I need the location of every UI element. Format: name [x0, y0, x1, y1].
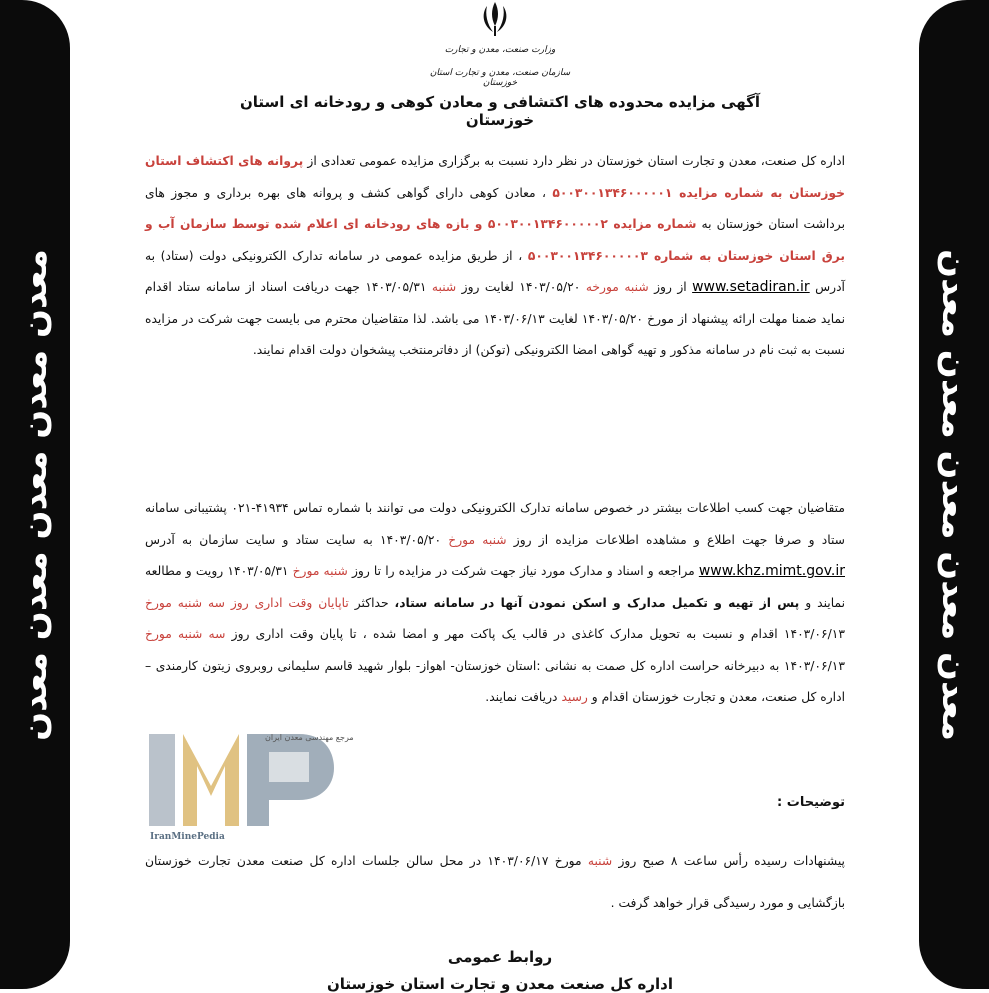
paragraph-2	[145, 493, 845, 714]
text-segment: ۱۴۰۳/۰۵/۳۱ رویت و مطالعه نمایند و	[145, 564, 846, 610]
paragraph-1	[145, 146, 845, 367]
red-segment: شنبه مورخ	[448, 532, 507, 547]
text-segment: پیشنهادات رسیده رأس ساعت ۸ صبح روز	[612, 854, 845, 868]
organization-name: سازمان صنعت، معدن و تجارت استان خوزستان	[429, 68, 571, 88]
red-segment: رسید	[561, 690, 588, 704]
signature-line-2: اداره کل صنعت معدن و تجارت استان خوزستان	[326, 975, 674, 993]
red-segment: شنبه	[587, 854, 613, 868]
text-segment: دریافت نمایند.	[485, 690, 562, 704]
text-segment: اداره کل صنعت، معدن و تجارت استان خوزستان در نظر دارد نسبت به برگزاری مزایده عمومی تعدادی از	[303, 154, 845, 168]
text-segment: مراجعه و اسناد و مدارک مورد نیاز جهت شرکت در مزایده را تا روز	[347, 564, 699, 578]
setadiran-link[interactable]: www.setadiran.ir	[692, 279, 810, 295]
left-border-frame	[0, 0, 70, 989]
text-segment: ۱۴۰۳/۰۵/۲۰ به سایت ستاد و سایت سازمان به آدرس	[145, 532, 449, 547]
text-segment: ، معادن کوهی دارای گواهی کشف و پروانه های بهره برداری و مجوز های برداشت استان خوزستان به	[145, 185, 845, 231]
notes-heading: توضیحات :	[777, 795, 845, 810]
right-border-frame	[919, 0, 989, 989]
red-segment: سه شنبه مورخ	[145, 627, 226, 641]
red-segment: تاپایان وقت اداری روز سه شنبه مورخ	[145, 595, 349, 610]
bold-segment: پس از تهیه و تکمیل مدارک و اسکن نمودن آنها در سامانه ستاد،	[394, 595, 800, 610]
watermark-brand: IranMinePedia	[150, 832, 225, 842]
ministry-name: وزارت صنعت، معدن و تجارت	[444, 45, 556, 55]
notes-body	[145, 840, 845, 924]
text-segment: ۱۴۰۳/۰۵/۲۰ لغایت روز	[456, 280, 586, 294]
highlight-segment: شماره مزایده ۵۰۰۳۰۰۱۳۴۶۰۰۰۰۰۲ و بازه های رودخانه ای اعلام شده توسط سازمان آب و برق استان خوزستان به شماره ۵۰۰۳۰۰۱۳۴۶۰۰۰۰۰۳	[145, 217, 846, 263]
document-page	[70, 0, 919, 993]
text-segment: ، از طریق مزایده عمومی در سامانه تدارک الکترونیکی دولت (ستاد) به آدرس	[145, 248, 845, 294]
text-segment: متقاضیان جهت کسب اطلاعات بیشتر در خصوص سامانه تدارک الکترونیکی دولت می توانند با شماره تماس ۴۱۹۳۴-۰۲۱ پشتیبانی سامانه ستاد و صرفا جهت اطلاع و مشاهده اطلاعات مزایده از روز	[145, 501, 845, 547]
watermark-caption: مرجع مهندسی معدن ایران	[265, 733, 354, 742]
iranminepedia-logo-icon	[149, 726, 349, 846]
page-title: آگهی مزایده محدوده های اکتشافی و معادن کوهی و رودخانه ای استان خوزستان	[239, 93, 760, 129]
iran-emblem-icon	[465, 0, 525, 40]
highlight-segment: پروانه های اکتشاف استان خوزستان به شماره مزایده ۵۰۰۳۰۰۱۳۴۶۰۰۰۰۰۱	[145, 154, 846, 200]
red-segment: شنبه مورخه	[585, 280, 649, 294]
red-segment: شنبه	[431, 280, 457, 294]
text-segment: ۱۴۰۳/۰۵/۳۱ جهت دریافت اسناد از سامانه ستاد اقدام نماید ضمنا مهلت ارائه پیشنهاد از مورخ ۱۴۰۳/۰۵/۲۰ لغایت ۱۴۰۳/۰۶/۱۳ می باشد. لذا متقاضیان محترم می بایست جهت شرکت در مزایده نسبت به ثبت نام در سامانه مذکور و تهیه گواهی امضا الکترونیکی (توکن) از دفاترمنتخب پیشخوان دولت اقدام نمایند.	[145, 280, 845, 357]
red-segment: شنبه مورخ	[292, 564, 348, 578]
right-border-text: معدن معدن معدن معدن معدن	[934, 248, 974, 741]
text-segment: از روز	[648, 280, 693, 294]
text-segment: مورخ ۱۴۰۳/۰۶/۱۷ در محل سالن جلسات اداره کل صنعت معدن تجارت خوزستان بازگشایی و مورد رسیدگی قرار خواهد گرفت .	[145, 854, 845, 910]
signature-line-1: روابط عمومی	[447, 948, 553, 966]
khz-mimt-link[interactable]: www.khz.mimt.gov.ir	[698, 563, 845, 579]
text-segment: حداکثر	[348, 595, 395, 610]
text-segment: ۱۴۰۳/۰۶/۱۳ اقدام و نسبت به تحویل مدارک کاغذی در قالب یک پاکت مهر و امضا شده ، تا پایان وقت اداری روز	[225, 627, 845, 641]
left-border-text: معدن معدن معدن معدن معدن	[15, 248, 55, 741]
text-segment: ۱۴۰۳/۰۶/۱۳ به دبیرخانه حراست اداره کل صمت به نشانی :استان خوزستان- اهواز- بلوار شهید قاسم سلیمانی روبروی زیتون کارمندی – اداره کل صنعت، معدن و تجارت خوزستان اقدام و	[145, 658, 845, 704]
